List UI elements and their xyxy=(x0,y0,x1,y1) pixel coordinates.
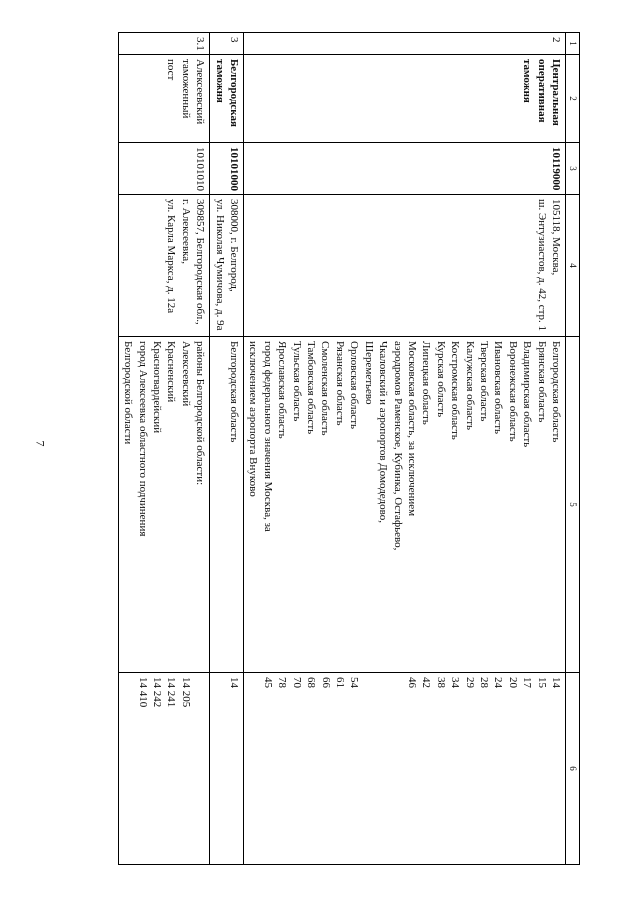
region-line: Белгородская область xyxy=(550,341,562,443)
regions-cell xyxy=(244,337,566,673)
region-line: Московская область, за исключением xyxy=(405,341,418,517)
column-header: 1 xyxy=(566,33,580,55)
region-code: 20 xyxy=(506,677,519,688)
region-code: 34 xyxy=(449,677,462,688)
region-line: Брянская область xyxy=(535,341,548,423)
address-line: 308000, г. Белгород, xyxy=(228,199,241,292)
region-line: Белгородская область xyxy=(228,341,241,443)
region-code: 66 xyxy=(319,677,332,688)
column-header: 6 xyxy=(566,673,580,865)
region-line: Шереметьево xyxy=(362,341,375,405)
region-code: 29 xyxy=(463,677,476,688)
office-name-cell xyxy=(244,55,566,143)
region-code: 14 xyxy=(550,677,562,688)
column-header: 5 xyxy=(566,337,580,673)
region-code: 14 241 xyxy=(165,677,178,708)
office-code: 10101000 xyxy=(228,147,241,191)
region-code: 15 xyxy=(535,677,548,688)
region-codes-cell xyxy=(210,673,244,865)
row-number: 2 xyxy=(550,37,562,43)
region-line: Красногвардейский xyxy=(151,341,164,434)
region-code xyxy=(361,677,375,860)
region-code: 38 xyxy=(434,677,447,688)
region-line: город Алексеевка областного подчинения xyxy=(136,341,149,537)
table-row xyxy=(118,33,209,865)
column-header: 3 xyxy=(566,143,580,195)
region-code: 14 410 xyxy=(136,677,149,708)
address-line: 105118, Москва, xyxy=(550,199,562,276)
address-cell xyxy=(244,195,566,337)
region-line: районы Белгородской области: xyxy=(194,341,207,486)
region-code xyxy=(121,677,135,860)
column-header: 2 xyxy=(566,55,580,143)
region-line: Красненский xyxy=(165,341,178,403)
region-code: 68 xyxy=(305,677,318,688)
customs-table xyxy=(118,32,580,865)
region-code: 14 205 xyxy=(179,677,192,708)
region-line: исключением аэропорта Внуково xyxy=(247,341,260,497)
region-code: 42 xyxy=(420,677,433,688)
region-line: Липецкая область xyxy=(420,341,433,425)
address-line: 309857, Белгородская обл., xyxy=(194,199,207,325)
row-number-cell xyxy=(118,33,209,55)
region-code: 78 xyxy=(276,677,289,688)
region-line: Калужская область xyxy=(463,341,476,431)
column-header-row xyxy=(566,33,580,865)
address-cell xyxy=(118,195,209,337)
region-code: 45 xyxy=(261,677,274,688)
region-line: Орловская область xyxy=(348,341,361,430)
row-number: 3.1 xyxy=(194,37,207,51)
region-line: Алексеевский xyxy=(179,341,192,407)
region-code: 14 xyxy=(228,677,241,688)
office-name-cell xyxy=(118,55,209,143)
region-line: Курская область xyxy=(434,341,447,418)
office-code-cell xyxy=(210,143,244,195)
region-line: Владимирская область xyxy=(521,341,534,448)
region-codes-cell xyxy=(244,673,566,865)
region-code: 54 xyxy=(348,677,361,688)
address-cell xyxy=(210,195,244,337)
regions-cell xyxy=(210,337,244,673)
region-code: 28 xyxy=(477,677,490,688)
address-line: ш. Энтузиастов, д. 42, стр. 1 xyxy=(535,199,548,332)
office-code: 10119000 xyxy=(550,147,562,191)
region-line: Костромская область xyxy=(449,341,462,440)
region-code xyxy=(193,677,207,860)
office-name: Белгородская таможня xyxy=(213,59,241,127)
region-line: аэродромов Раменское, Кубинка, Остафьево, xyxy=(391,341,404,551)
page-number: 7 xyxy=(33,440,48,447)
address-line: г. Алексеевка, xyxy=(179,199,192,264)
office-name-cell xyxy=(210,55,244,143)
region-code: 17 xyxy=(521,677,534,688)
office-code-cell xyxy=(244,143,566,195)
region-line: Ярославская область xyxy=(276,341,289,439)
row-number-cell xyxy=(244,33,566,55)
address-line: ул. Карла Маркса, д. 12а xyxy=(165,199,178,314)
office-name: Центральная оперативная таможня xyxy=(521,59,562,126)
region-line: Тверская область xyxy=(477,341,490,422)
region-code: 24 xyxy=(492,677,505,688)
region-code xyxy=(246,677,260,860)
row-number-cell xyxy=(210,33,244,55)
table-row xyxy=(244,33,566,865)
row-number: 3 xyxy=(228,37,241,43)
column-header: 4 xyxy=(566,195,580,337)
region-line: город федерального значения Москва, за xyxy=(261,341,274,532)
table-row xyxy=(210,33,244,865)
region-line: Тамбовская область xyxy=(305,341,318,435)
region-codes-cell xyxy=(118,673,209,865)
region-line: Белгородской области xyxy=(122,341,135,445)
regions-cell xyxy=(118,337,209,673)
region-code: 61 xyxy=(333,677,346,688)
region-code: 46 xyxy=(405,677,418,688)
region-line: Рязанская область xyxy=(333,341,346,426)
office-code: 10101010 xyxy=(194,147,207,191)
region-line: Воронежская область xyxy=(506,341,519,442)
office-code-cell xyxy=(118,143,209,195)
document-sheet xyxy=(68,32,580,864)
region-code xyxy=(376,677,390,860)
region-line: Смоленская область xyxy=(319,341,332,436)
region-line: Тульская область xyxy=(290,341,303,422)
region-line: Чкаловский и аэропортов Домодедово, xyxy=(377,341,390,523)
region-code: 14 242 xyxy=(151,677,164,708)
region-code xyxy=(390,677,404,860)
office-name: Алексеевский таможенный пост xyxy=(165,59,207,125)
region-line: Ивановская область xyxy=(492,341,505,435)
region-code: 70 xyxy=(290,677,303,688)
address-line: ул. Николая Чумичова, д. 9а xyxy=(213,199,226,331)
